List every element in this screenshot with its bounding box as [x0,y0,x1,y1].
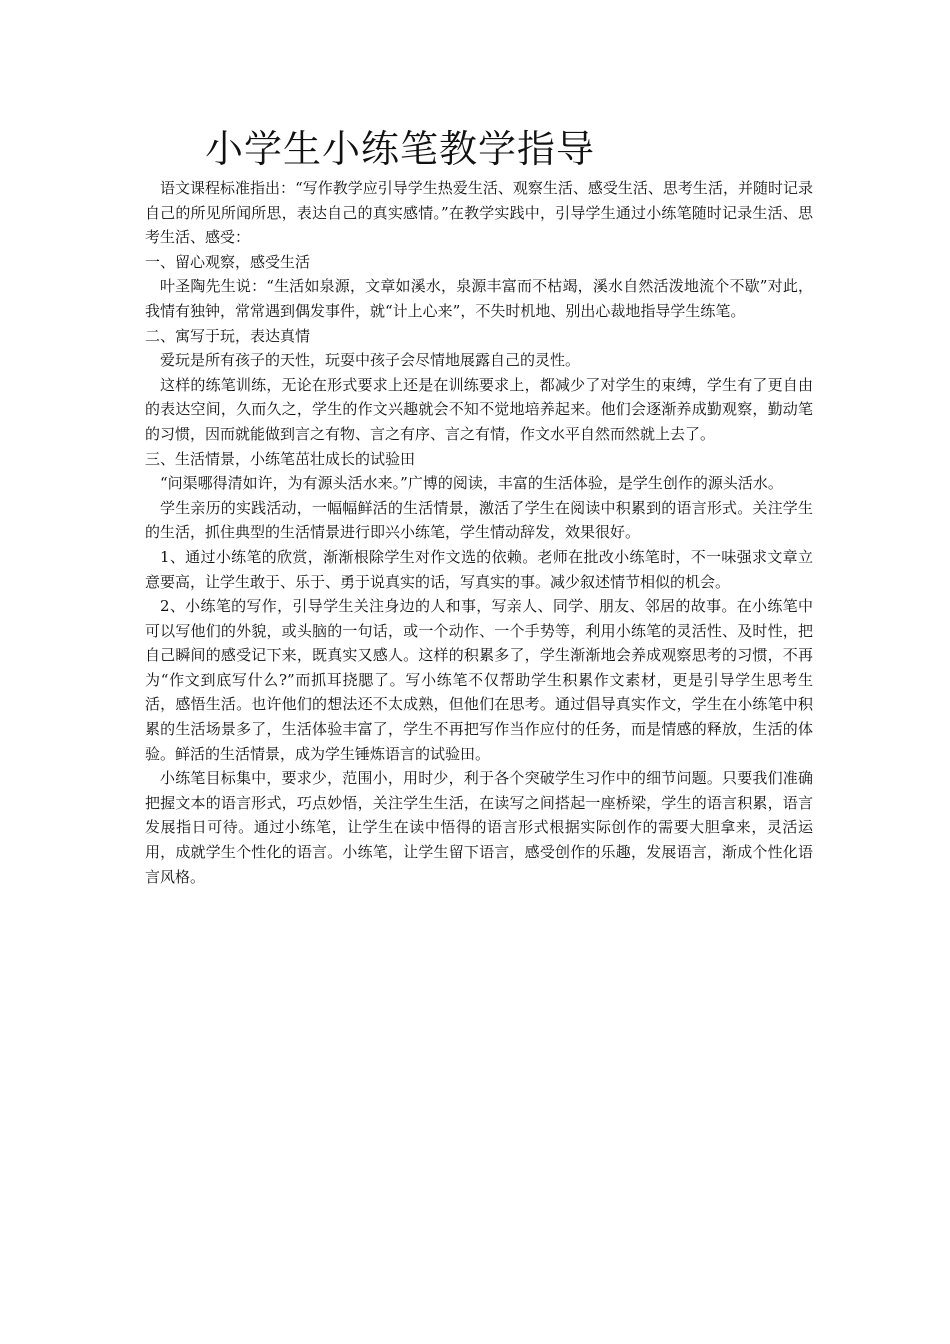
document-title: 小学生小练笔教学指导 [205,127,596,171]
body-paragraph: 叶圣陶先生说：“生活如泉源，文章如溪水，泉源丰富而不枯竭，溪水自然活泼地流个不歇”对此，我情有独钟，常常遇到偶发事件，就“计上心来”，不失时机地、别出心裁地指导学生练笔。 [145,277,813,320]
numbered-paragraph-1: 1、通过小练笔的欣赏，渐渐根除学生对作文选的依赖。老师在批改小练笔时，不一味强求文章立意要高，让学生敢于、乐于、勇于说真实的话，写真实的事。减少叙述情节相似的机会。 [145,547,813,591]
document-body [145,176,813,889]
closing-paragraph: 小练笔目标集中，要求少，范围小，用时少，利于各个突破学生习作中的细节问题。只要我们准确把握文本的语言形式，巧点妙悟，关注学生生活，在读写之间搭起一座桥梁，学生的语言积累，语言发展指日可待。通过小练笔，让学生在读中悟得的语言形式根据实际创作的需要大胆拿来，灵活运用，成就学生个性化的语言。小练笔，让学生留下语言，感受创作的乐趣，发展语言，渐成个性化语言风格。 [145,769,813,886]
section-heading-1: 一、留心观察，感受生活 [145,252,311,271]
body-paragraph: 学生亲历的实践活动，一幅幅鲜活的生活情景，激活了学生在阅读中积累到的语言形式。关注学生的生活，抓住典型的生活情景进行即兴小练笔，学生情动辞发，效果很好。 [145,498,813,542]
section-heading-2: 二、寓写于玩，表达真情 [145,326,311,345]
body-paragraph: 这样的练笔训练，无论在形式要求上还是在训练要求上，都减少了对学生的束缚，学生有了更自由的表达空间，久而久之，学生的作文兴趣就会不知不觉地培养起来。他们会逐渐养成勤观察，勤动笔的习惯，因而就能做到言之有物、言之有序、言之有情，作文水平自然而然就上去了。 [145,375,813,443]
body-paragraph: “问渠哪得清如许，为有源头活水来。”广博的阅读，丰富的生活体验，是学生创作的源头活水。 [160,474,783,493]
body-paragraph: 爱玩是所有孩子的天性，玩耍中孩子会尽情地展露自己的灵性。 [160,351,581,370]
intro-paragraph: 语文课程标准指出：“写作教学应引导学生热爱生活、观察生活、感受生活、思考生活，并随时记录自己的所见所闻所思，表达自己的真实感情。”在教学实践中，引导学生通过小练笔随时记录生活、思考生活、感受： [145,179,813,247]
numbered-paragraph-2: 2、小练笔的写作，引导学生关注身边的人和事，写亲人、同学、朋友、邻居的故事。在小练笔中可以写他们的外貌，或头脑的一句话，或一个动作、一个手势等，利用小练笔的灵活性、及时性，把自己瞬间的感受记下来，既真实又感人。这样的积累多了，学生渐渐地会养成观察思考的习惯，不再为“作文到底写什么?”而抓耳挠腮了。写小练笔不仅帮助学生积累作文素材，更是引导学生思考生活，感悟生活。也许他们的想法还不太成熟，但他们在思考。通过倡导真实作文，学生在小练笔中积累的生活场景多了，生活体验丰富了，学生不再把写作当作应付的任务，而是情感的释放，生活的体验。鲜活的生活情景，成为学生锤炼语言的试验田。 [145,597,813,763]
section-heading-3: 三、生活情景，小练笔茁壮成长的试验田 [145,449,416,468]
